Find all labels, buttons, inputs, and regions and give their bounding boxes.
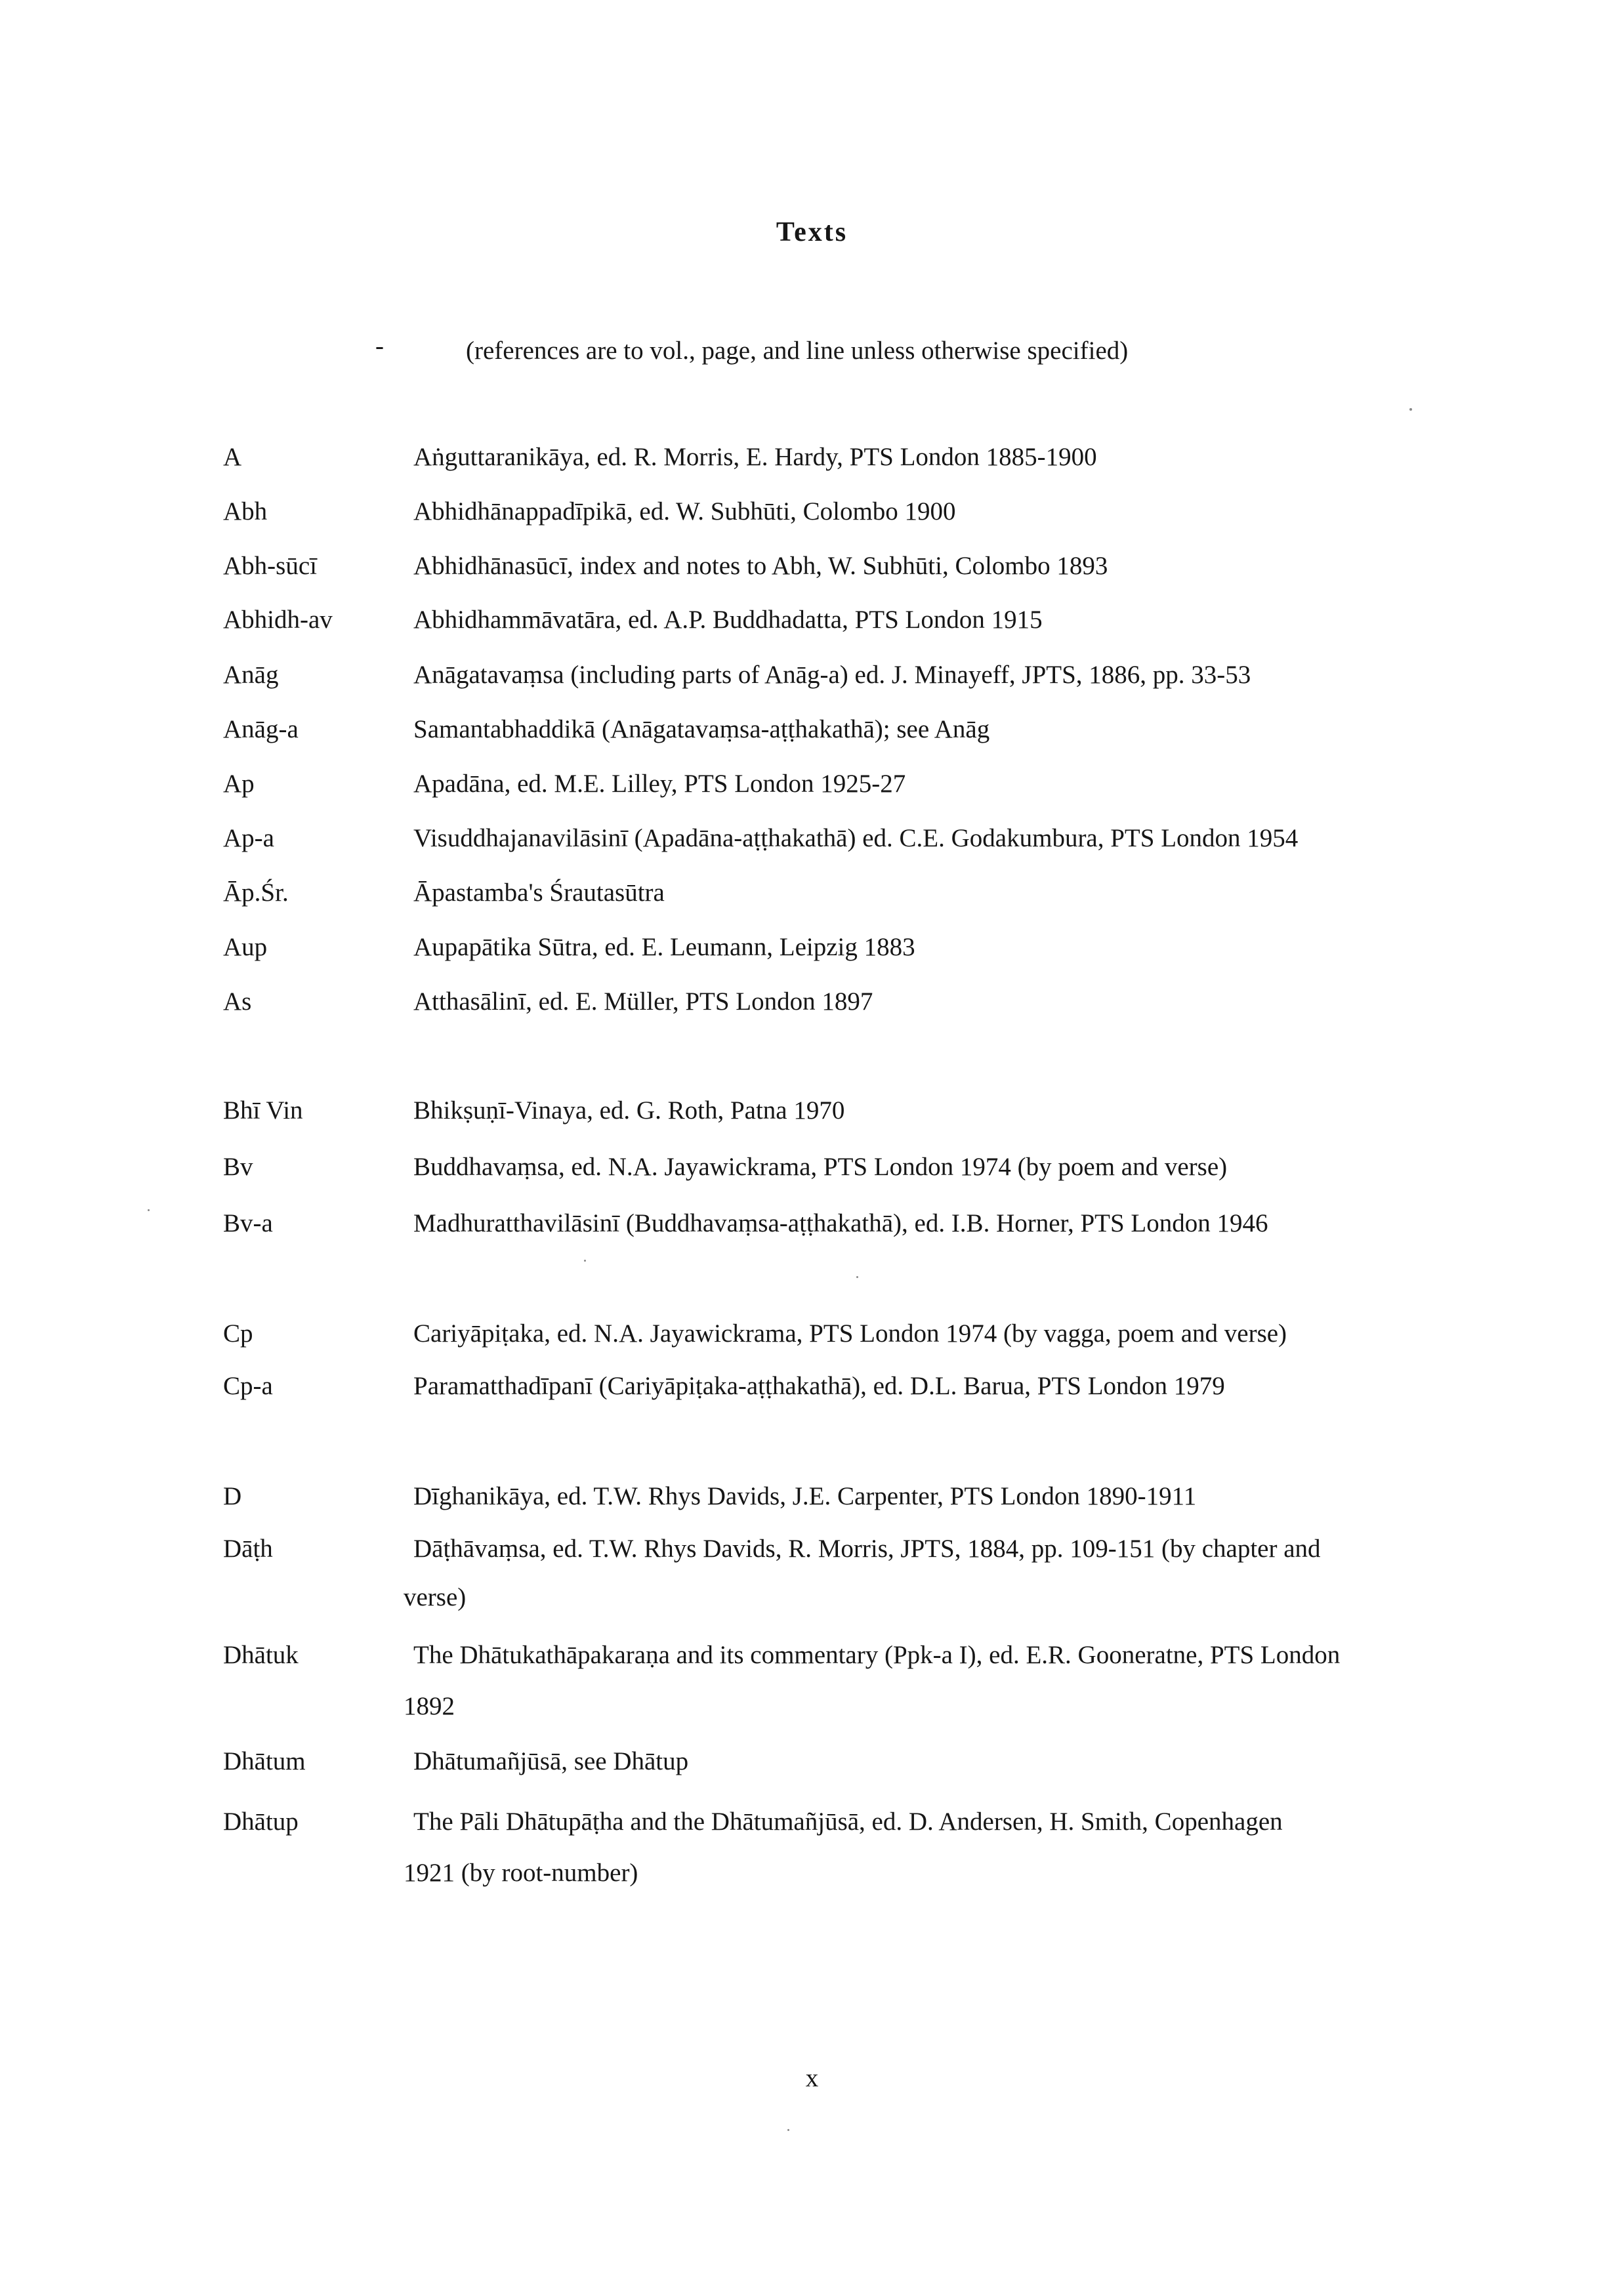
entry-abbreviation: Dhātuk [223,1641,299,1669]
entry-row [0,1152,1624,1191]
entry-abbreviation: Āp.Śr. [223,879,289,907]
entry-description: Āpastamba's Śrautasūtra [413,879,665,907]
entry-continuation [0,1691,1624,1731]
entry-row [0,1371,1624,1411]
entry-description: The Pāli Dhātupāṭha and the Dhātumañjūsā, ed. D. Andersen, H. Smith, Copenhagen [413,1808,1283,1836]
entry-description: Dīghanikāya, ed. T.W. Rhys Davids, J.E. Carpenter, PTS London 1890-1911 [413,1482,1197,1510]
entry-description: Aupapātika Sūtra, ed. E. Leumann, Leipzig 1883 [413,933,915,961]
entry-description: Dāṭhāvaṃsa, ed. T.W. Rhys Davids, R. Morris, JPTS, 1884, pp. 109-151 (by chapter and [413,1535,1321,1563]
entry-abbreviation: Dhātum [223,1747,306,1775]
entry-abbreviation: D [223,1482,242,1510]
entry-description: Madhuratthavilāsinī (Buddhavaṃsa-aṭṭhakathā), ed. I.B. Horner, PTS London 1946 [413,1209,1268,1237]
entry-abbreviation: Abhidh-av [223,606,333,634]
entry-description: Abhidhānappadīpikā, ed. W. Subhūti, Colombo 1900 [413,497,956,526]
entry-description: Dhātumañjūsā, see Dhātup [413,1747,689,1775]
entry-row [0,1807,1624,1846]
entry-description-continuation: 1921 (by root-number) [404,1859,638,1887]
entry-abbreviation: Anāg-a [223,715,299,743]
entry-description: Buddhavaṃsa, ed. N.A. Jayawickrama, PTS London 1974 (by poem and verse) [413,1153,1228,1181]
entry-row [0,987,1624,1026]
entry-continuation [0,1858,1624,1897]
entry-description: Paramatthadīpanī (Cariyāpiṭaka-aṭṭhakathā), ed. D.L. Barua, PTS London 1979 [413,1372,1225,1400]
scan-speck [148,1209,150,1211]
entry-description-continuation: verse) [404,1583,467,1611]
entry-row [0,1481,1624,1521]
entry-abbreviation: Dāṭh [223,1535,273,1563]
entry-abbreviation: As [223,987,252,1016]
entry-abbreviation: Cp-a [223,1372,273,1400]
entry-abbreviation: A [223,443,242,471]
entry-description: Cariyāpiṭaka, ed. N.A. Jayawickrama, PTS London 1974 (by vagga, poem and verse) [413,1319,1287,1348]
page-subtitle: (references are to vol., page, and line unless otherwise specified) [466,337,1129,365]
entry-row [0,823,1624,863]
entry-abbreviation: Bhī Vin [223,1096,303,1125]
entry-row [0,551,1624,590]
entry-description: Samantabhaddikā (Anāgatavaṃsa-aṭṭhakathā); see Anāg [413,715,990,743]
stray-dash: - [375,332,384,360]
entry-row [0,605,1624,644]
scan-speck [584,1260,586,1262]
entry-row [0,769,1624,808]
entry-row [0,1534,1624,1573]
entry-description: Abhidhammāvatāra, ed. A.P. Buddhadatta, PTS London 1915 [413,606,1043,634]
entry-description: Visuddhajanavilāsinī (Apadāna-aṭṭhakathā) ed. C.E. Godakumbura, PTS London 1954 [413,824,1299,852]
page-title: Texts [776,217,848,247]
entry-abbreviation: Bv [223,1153,253,1181]
entry-description: Apadāna, ed. M.E. Lilley, PTS London 1925-27 [413,770,906,798]
entry-abbreviation: Aup [223,933,268,961]
entry-description-continuation: 1892 [404,1692,455,1720]
entry-continuation [0,1582,1624,1622]
entry-row [0,660,1624,699]
entry-row [0,878,1624,917]
entry-abbreviation: Ap-a [223,824,274,852]
entry-description: Atthasālinī, ed. E. Müller, PTS London 1897 [413,987,873,1016]
scan-speck [787,2129,789,2131]
entry-description: The Dhātukathāpakaraṇa and its commentary (Ppk-a I), ed. E.R. Gooneratne, PTS London [413,1641,1341,1669]
entry-abbreviation: Ap [223,770,255,798]
entry-description: Abhidhānasūcī, index and notes to Abh, W. Subhūti, Colombo 1893 [413,552,1108,580]
scan-speck [856,1276,858,1278]
entry-row [0,1209,1624,1248]
entry-abbreviation: Abh-sūcī [223,552,317,580]
page-number: x [805,2064,819,2092]
entry-description: Anāgatavaṃsa (including parts of Anāg-a) ed. J. Minayeff, JPTS, 1886, pp. 33-53 [413,661,1251,689]
entry-abbreviation: Bv-a [223,1209,273,1237]
entry-description: Aṅguttaranikāya, ed. R. Morris, E. Hardy, PTS London 1885-1900 [413,443,1097,471]
entry-abbreviation: Abh [223,497,268,526]
entry-abbreviation: Dhātup [223,1808,299,1836]
entry-row [0,442,1624,482]
entry-row [0,714,1624,754]
entry-row [0,932,1624,972]
entry-row [0,1319,1624,1358]
entry-row [0,497,1624,536]
entry-row [0,1747,1624,1786]
entry-description: Bhikṣuṇī-Vinaya, ed. G. Roth, Patna 1970 [413,1096,845,1125]
entry-abbreviation: Anāg [223,661,279,689]
entry-row [0,1640,1624,1680]
scan-speck [1409,408,1412,411]
entry-row [0,1096,1624,1135]
entry-abbreviation: Cp [223,1319,253,1348]
